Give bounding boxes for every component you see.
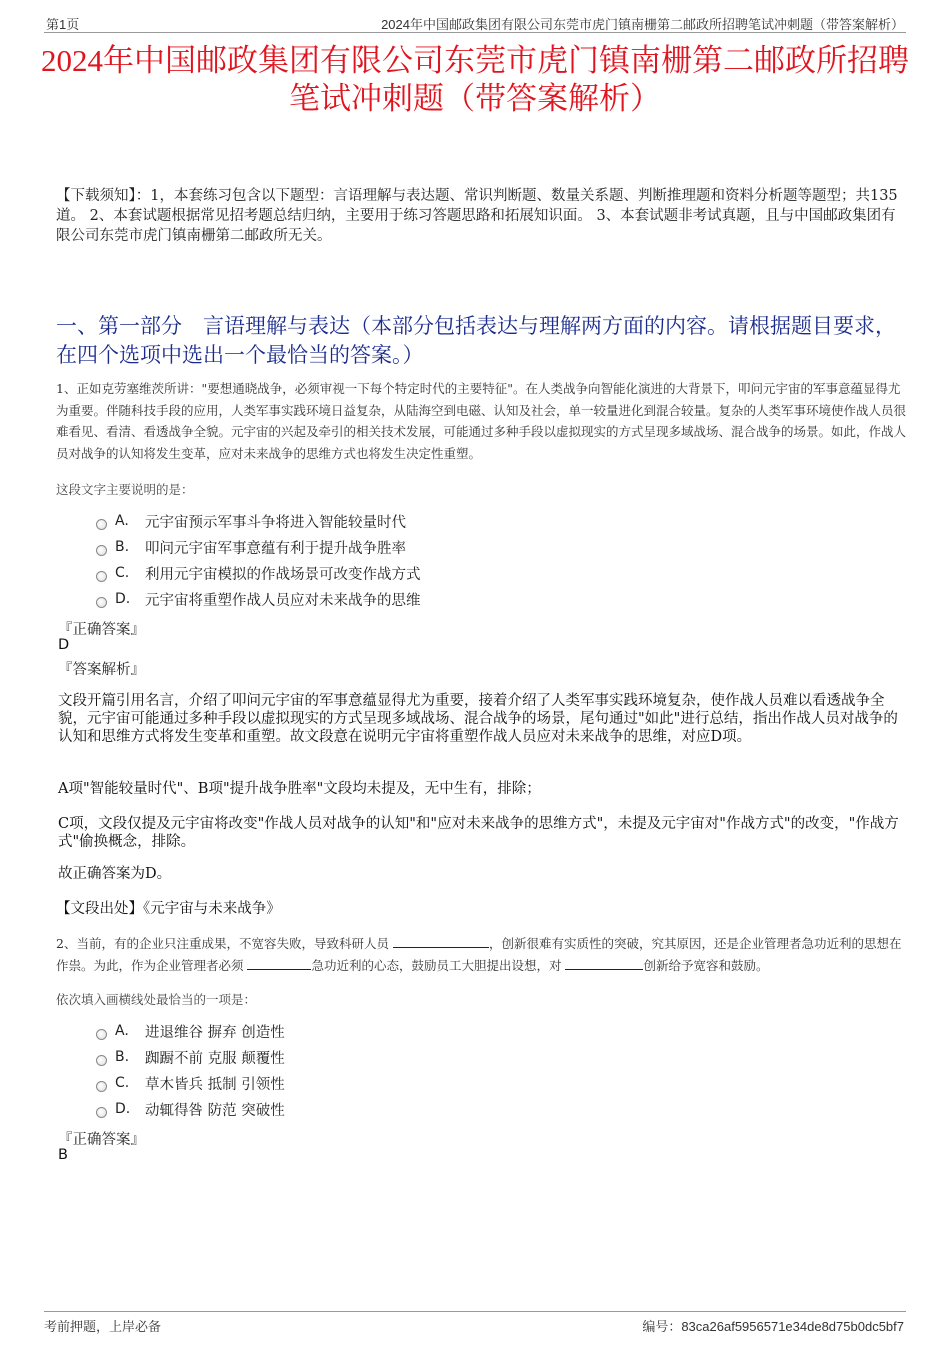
option-letter: C. [115, 1075, 130, 1091]
analysis-paragraph: 故正确答案为D。 [58, 866, 172, 882]
radio-button-icon[interactable] [96, 1107, 107, 1118]
radio-button-icon[interactable] [96, 597, 107, 608]
option-text: 踟蹰不前 克服 颠覆性 [145, 1050, 285, 1067]
option-letter: A. [115, 513, 129, 529]
code-label: 编号： [642, 1319, 682, 1334]
question-2-options [96, 1018, 285, 1122]
analysis-paragraph: A项"智能较量时代"、B项"提升战争胜率"文段均未提及，无中生有，排除； [58, 781, 541, 797]
option-text: 草木皆兵 抵制 引领性 [145, 1076, 285, 1093]
correct-answer-label: 『正确答案』 [58, 1132, 145, 1148]
option-letter: D. [115, 1101, 131, 1117]
radio-button-icon[interactable] [96, 519, 107, 530]
fill-blank [565, 957, 643, 970]
code-value: 83ca26af5956571e34de8d75b0dc5bf7 [681, 1319, 904, 1334]
option-a[interactable] [96, 508, 421, 534]
option-text: 进退维谷 摒弃 创造性 [145, 1024, 285, 1041]
radio-button-icon[interactable] [96, 1081, 107, 1092]
option-d[interactable] [96, 586, 421, 612]
stem-text: ，创新很难有实质性的突破，究其原因，还是企业管理者急功近利的思想在作祟。为此，作为企业管理者必须 [56, 936, 902, 973]
option-letter: B. [115, 1049, 130, 1065]
correct-answer-value: D [58, 637, 70, 653]
option-text: 叩问元宇宙军事意蕴有利于提升战争胜率 [145, 540, 406, 557]
option-letter: A. [115, 1023, 129, 1039]
header-doc-title: 2024年中国邮政集团有限公司东莞市虎门镇南栅第二邮政所招聘笔试冲刺题（带答案解析） [381, 17, 904, 32]
question-1-prompt: 这段文字主要说明的是： [56, 482, 194, 497]
option-text: 元宇宙将重塑作战人员应对未来战争的思维 [145, 592, 421, 609]
option-a[interactable] [96, 1018, 285, 1044]
analysis-paragraph: C项，文段仅提及元宇宙将改变"作战人员对战争的认知"和"应对未来战争的思维方式"，未提及元宇宙对"作战方式"的改变，"作战方式"偷换概念，排除。 [58, 816, 899, 850]
option-letter: D. [115, 591, 131, 607]
option-letter: B. [115, 539, 130, 555]
correct-answer-label: 『正确答案』 [58, 622, 145, 638]
analysis-label: 『答案解析』 [58, 662, 145, 678]
radio-button-icon[interactable] [96, 1055, 107, 1066]
stem-text: 创新给予宽容和鼓励。 [643, 957, 769, 973]
document-code [642, 1316, 904, 1335]
radio-button-icon[interactable] [96, 545, 107, 556]
option-letter: C. [115, 565, 130, 581]
passage-source: 【文段出处】《元宇宙与未来战争》 [56, 901, 281, 917]
stem-text: 2、当前，有的企业只注重成果，不宽容失败，导致科研人员 [56, 936, 393, 951]
option-text: 动辄得咎 防范 突破性 [145, 1102, 285, 1119]
fill-blank [247, 957, 311, 970]
option-b[interactable] [96, 1044, 285, 1070]
page-header [44, 12, 906, 33]
question-2-prompt: 依次填入画横线处最恰当的一项是： [56, 992, 257, 1007]
option-b[interactable] [96, 534, 421, 560]
stem-text: 急功近利的心态，鼓励员工大胆提出设想，对 [311, 957, 566, 973]
radio-button-icon[interactable] [96, 571, 107, 582]
question-1-options [96, 508, 421, 612]
document-title: 2024年中国邮政集团有限公司东莞市虎门镇南栅第二邮政所招聘笔试冲刺题（带答案解析） [41, 43, 909, 116]
option-d[interactable] [96, 1096, 285, 1122]
page-footer [44, 1311, 906, 1334]
option-text: 利用元宇宙模拟的作战场景可改变作战方式 [145, 566, 421, 583]
question-2-stem [56, 933, 906, 976]
fill-blank [393, 935, 489, 948]
download-notice: 【下载须知】：1，本套练习包含以下题型：言语理解与表达题、常识判断题、数量关系题、判断推理题和资料分析题等题型；共135道。 2、本套试题根据常见招考题总结归纳，主要用于练习答题思路和拓展知识面。 3、本套试题非考试真题，且与中国邮政集团有限公司东莞市虎门镇南栅第二邮政所无关。 [56, 188, 898, 244]
question-1-stem: 1、正如克劳塞维茨所讲："要想通晓战争，必须审视一下每个特定时代的主要特征"。在人类战争向智能化演进的大背景下，叩问元宇宙的军事意蕴显得尤为重要。伴随科技手段的应用，人类军事实践环境日益复杂，从陆海空到电磁、认知及社会，单一较量进化到混合较量。复杂的人类军事环境使作战人员很难看见、看清、看透战争全貌。元宇宙的兴起及牵引的相关技术发展，可能通过多种手段以虚拟现实的方式呈现多域战场、混合战争的场景。如此，作战人员对战争的认知将发生变革，应对未来战争的思维方式也将发生决定性重塑。 [56, 381, 907, 461]
option-text: 元宇宙预示军事斗争将进入智能较量时代 [145, 514, 406, 531]
page-number: 第1页 [46, 17, 80, 32]
analysis-paragraph: 文段开篇引用名言，介绍了叩问元宇宙的军事意蕴显得尤为重要，接着介绍了人类军事实践环境复杂，使作战人员难以看透战争全貌，元宇宙可能通过多种手段以虚拟现实的方式呈现多域战场、混合战争的场景，尾句通过"如此"进行总结，指出作战人员对战争的认知和思维方式将发生变革和重塑。故文段意在说明元宇宙将重塑作战人员应对未来战争的思维，对应D项。 [58, 693, 898, 745]
option-c[interactable] [96, 560, 421, 586]
radio-button-icon[interactable] [96, 1029, 107, 1040]
option-c[interactable] [96, 1070, 285, 1096]
correct-answer-value: B [58, 1147, 68, 1163]
footer-slogan: 考前押题，上岸必备 [44, 1319, 162, 1334]
section-heading: 一、第一部分 言语理解与表达（本部分包括表达与理解两方面的内容。请根据题目要求，在四个选项中选出一个最恰当的答案。） [56, 314, 896, 367]
